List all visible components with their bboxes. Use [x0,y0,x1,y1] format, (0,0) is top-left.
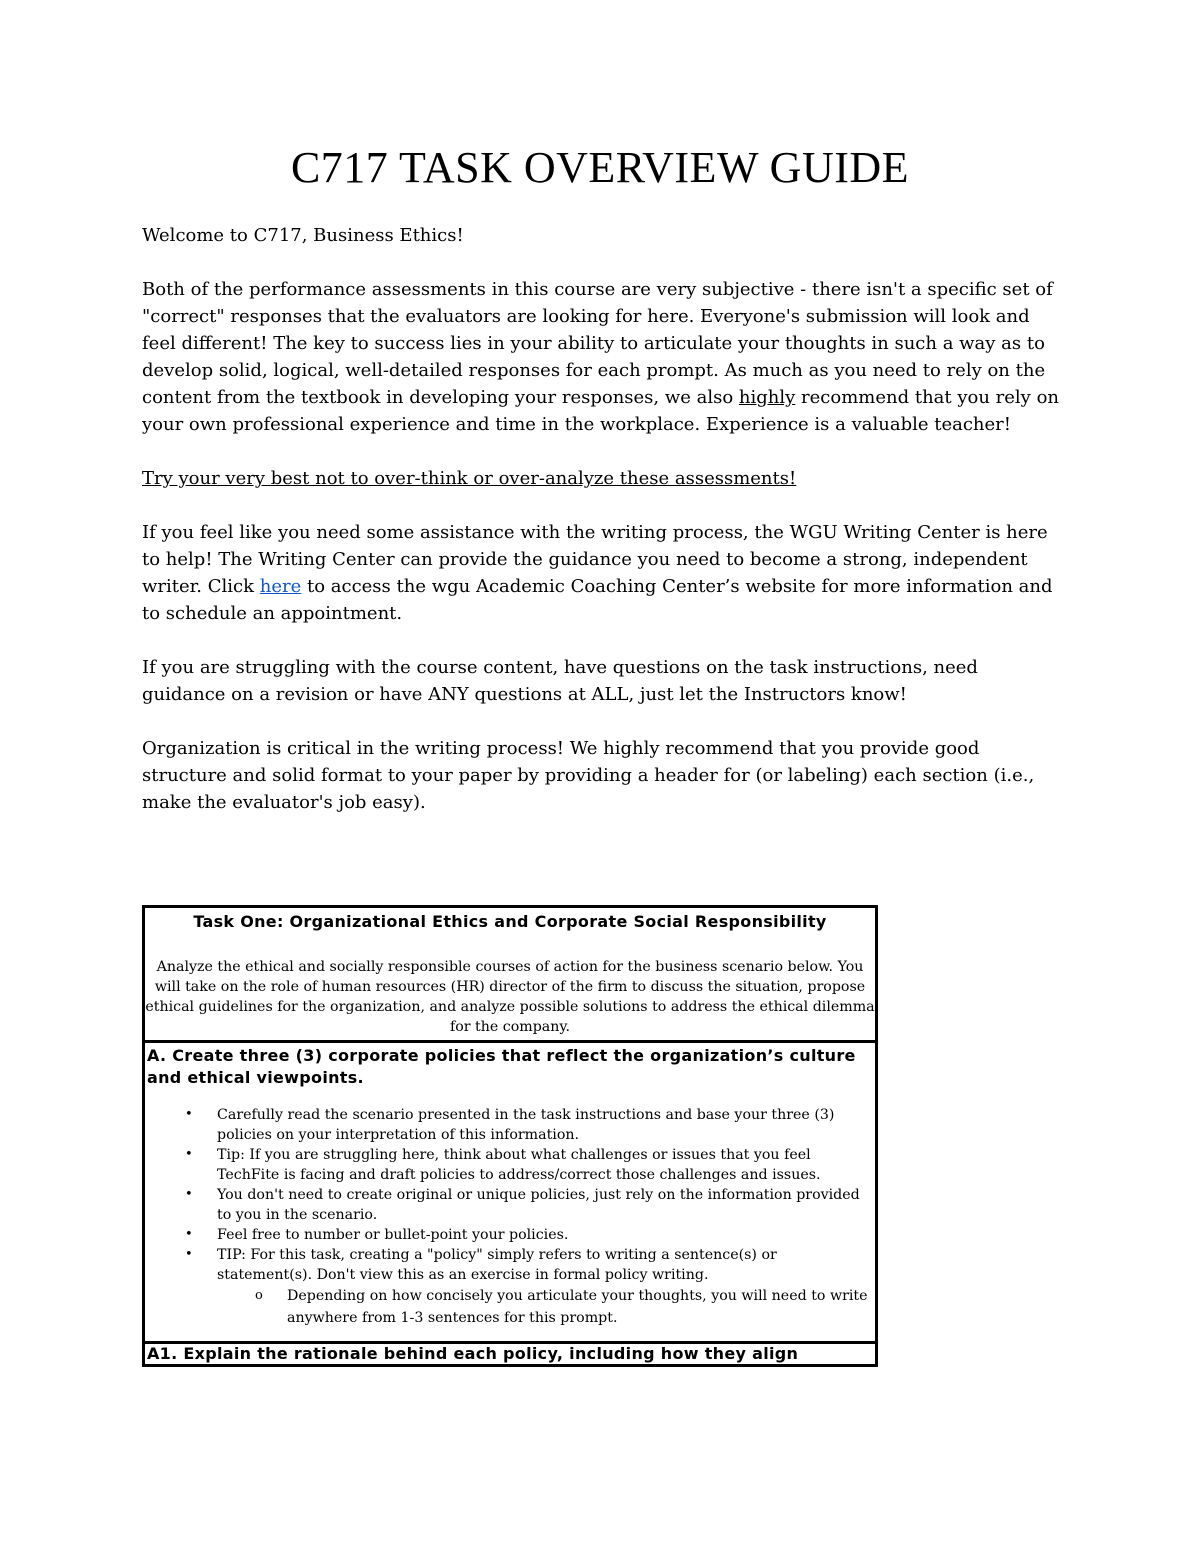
circle-bullet-icon: o [255,1288,263,1303]
bullet-icon: • [185,1107,193,1122]
task-description: Analyze the ethical and socially responsible courses of action for the business scenario below. You will take on the role of human resources (HR) director of the firm to discuss the situation, propose ethical guidelines for the organization, and analyze possible solutions to address the ethical dilemma for the company. [145,959,875,1035]
list-item [145,1145,875,1185]
writing-center-text: If you feel like you need some assistance with the writing process, the WGU Writing Center is here to help! The Writing Center can provide the guidance you need to become a strong, independent writer. Click [142,522,1048,597]
writing-center-link[interactable]: here [259,576,302,597]
assessment-intro-text-end: recommend that you rely on your own professional experience and time in the workplace. Experience is a valuable teacher! [142,387,1060,435]
writing-center-paragraph [142,519,1062,627]
bullet-icon: • [185,1187,193,1202]
bullet-text: Tip: If you are struggling here, think about what challenges or issues that you feel TechFite is facing and draft policies to address/correct those challenges and issues. [217,1147,821,1183]
page-title: C717 TASK OVERVIEW GUIDE [290,143,910,192]
struggling-paragraph: If you are struggling with the course content, have questions on the task instructions, need guidance on a revision or have ANY questions at ALL, just let the Instructors know! [142,657,978,705]
bullet-text: You don't need to create original or unique policies, just rely on the information provided to you in the scenario. [217,1187,860,1223]
welcome-line: Welcome to C717, Business Ethics! [142,225,464,246]
organization-paragraph: Organization is critical in the writing process! We highly recommend that you provide good structure and solid format to your paper by providing a header for (or labeling) each section (i.e., make the evaluator's job easy). [142,738,1035,813]
section-a-bullet-list [145,1105,875,1329]
assessment-intro-paragraph [142,276,1062,438]
sub-bullet-list [217,1285,875,1329]
bullet-text: Carefully read the scenario presented in the task instructions and base your three (3) policies on your interpretation of this information. [217,1107,835,1143]
list-item [145,1185,875,1225]
section-a1-row [144,1343,877,1366]
bullet-text: TIP: For this task, creating a "policy" simply refers to writing a sentence(s) or statement(s). Don't view this as an exercise in formal policy writing. [217,1247,777,1283]
bullet-icon: • [185,1147,193,1162]
section-a-heading: A. Create three (3) corporate policies that reflect the organization’s culture and ethical viewpoints. [147,1046,856,1087]
section-a-cell [144,1042,877,1343]
task-heading: Task One: Organizational Ethics and Corporate Social Responsibility [193,912,827,931]
document-body [142,222,1062,843]
task-intro-row [144,907,877,1042]
bullet-icon: • [185,1227,193,1242]
list-item [145,1245,875,1329]
highly-emphasis: highly [738,387,796,408]
section-a1-heading: A1. Explain the rationale behind each policy, including how they align [147,1344,799,1363]
task-table [142,905,878,1367]
section-a1-cell [144,1343,877,1366]
task-intro-cell [144,907,877,1042]
section-a-row [144,1042,877,1343]
emphasis-line: Try your very best not to over-think or over-analyze these assessments! [142,468,797,489]
bullet-text: Feel free to number or bullet-point your policies. [217,1227,569,1243]
sub-list-item [217,1285,875,1329]
list-item [145,1225,875,1245]
assessment-intro-text: Both of the performance assessments in this course are very subjective - there isn't a specific set of "correct" responses that the evaluators are looking for here. Everyone's submission will look and feel different! The key to success lies in your ability to articulate your thoughts in such a way as to develop solid, logical, well-detailed responses for each prompt. As much as you need to rely on the content from the textbook in developing your responses, we also [142,279,1053,408]
sub-bullet-text: Depending on how concisely you articulate your thoughts, you will need to write anywhere from 1-3 sentences for this prompt. [287,1288,868,1326]
writing-center-text-end: to access the wgu Academic Coaching Center’s website for more information and to schedule an appointment. [142,576,1053,624]
bullet-icon: • [185,1247,193,1262]
list-item [145,1105,875,1145]
